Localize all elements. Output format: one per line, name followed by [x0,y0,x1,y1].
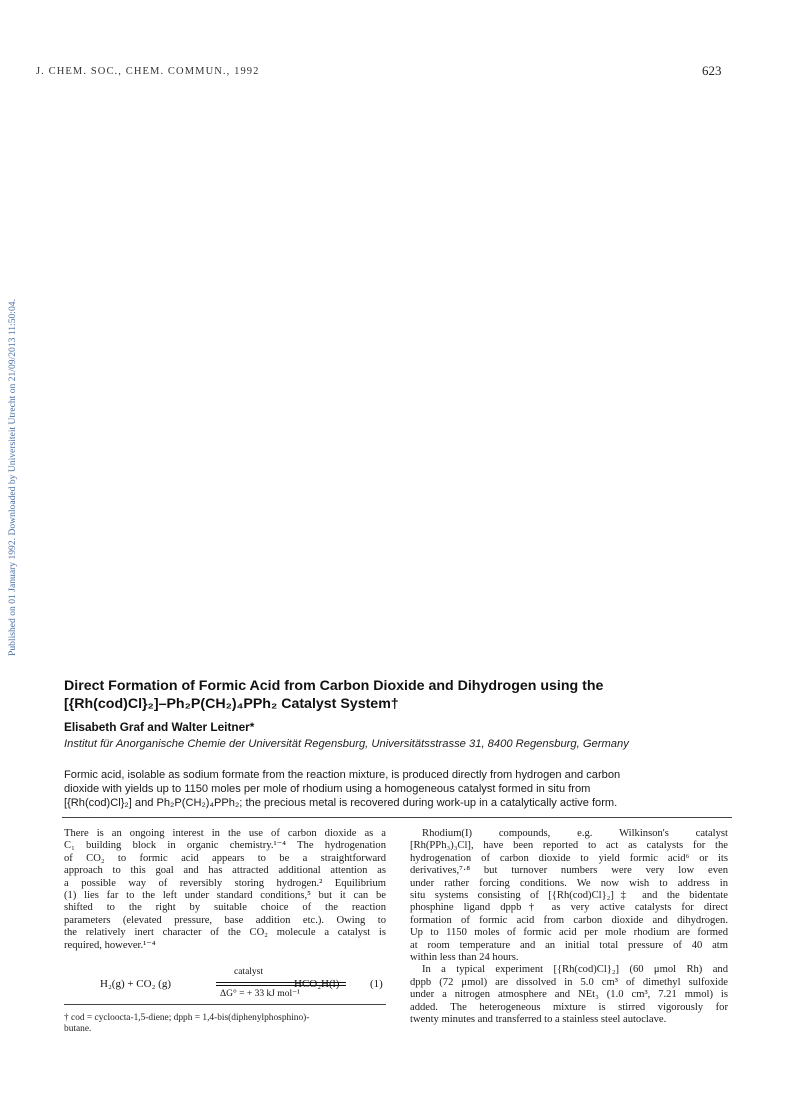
body-line: Rhodium(I) compounds, e.g. Wilkinson's catalyst [422,828,728,839]
equation-1 [64,966,386,1006]
equation-reactants: H₂(g) + CO₂ (g) [100,978,172,990]
body-line: a possible way of reversibly storing hydrogen.² Equilibrium [64,877,386,889]
body-line: twenty minutes and transferred to a stainless steel autoclave. [410,1014,667,1026]
body-line: added. The heterogeneous mixture is stirred vigorously for [410,1001,728,1013]
abstract [64,768,730,811]
title-line: Direct Formation of Formic Acid from Carbon Dioxide and Dihydrogen using the [64,678,604,694]
body-line: of CO₂ to formic acid appears to be a straightforward [64,852,386,864]
body-line: derivatives,⁷·⁸ but turnover numbers were very low even [410,865,728,877]
equation-product: HCO₂H(l) [294,978,340,990]
equation-free-energy: ΔG° = + 33 kJ mol⁻¹ [220,989,300,999]
abstract-line: Formic acid, isolable as sodium formate from the reaction mixture, is produced directly from hydrogen and carbon [64,769,621,781]
body-line: dppb (72 μmol) are dissolved in 5.0 cm³ of dimethyl sulfoxide [410,976,728,988]
body-line: phosphine ligand dppb† as very active catalysts for direct [410,902,728,914]
body-line: shifted to the right by suitable choice of the reaction [64,902,386,914]
download-watermark[interactable]: Published on 01 January 1992. Downloaded by Universiteit Utrecht on 21/09/2013 11:50:04. [7,299,18,656]
body-line: (1) lies far to the left under standard conditions,⁵ but it can be [64,890,386,902]
footnote-divider [64,1004,386,1005]
article-title [64,677,724,713]
body-line: Up to 1150 moles of formic acid per mole rhodium are formed [410,927,728,939]
body-line: In a typical experiment [{Rh(cod)Cl}₂] (60 μmol Rh) and [422,964,728,976]
body-line: approach to this goal and has attracted additional attention as [64,865,386,877]
body-line: under rather forcing conditions. We now wish to address in [410,877,728,889]
title-line: [{Rh(cod)Cl}₂]–Ph₂P(CH₂)₄PPh₂ Catalyst System† [64,696,399,712]
body-line: formation of formic acid from carbon dioxide and dihydrogen. [410,914,728,926]
abstract-line: [{Rh(cod)Cl}₂] and Ph₂P(CH₂)₄PPh₂; the precious metal is recovered during work-up in a catalytically active form. [64,797,618,810]
abstract-divider [62,817,732,818]
footnote [64,1013,386,1036]
page-number: 623 [702,63,722,78]
body-line: parameters (elevated pressure, base addition etc.). Owing to [64,914,386,926]
body-line: required, however.¹⁻⁴ [64,939,156,951]
body-line: [Rh(PPh₃)₃Cl], have been reported to act as catalysts for the [410,840,728,852]
footnote-line: butane. [64,1024,92,1035]
affiliation: Institut für Anorganische Chemie der Universität Regensburg, Universitätsstrasse 31, 8400 Regensburg, Germany [64,738,629,750]
body-line: C₁ building block in organic chemistry.¹⁻⁴ The hydrogenation [64,840,386,852]
body-line: There is an ongoing interest in the use of carbon dioxide as a [64,828,386,839]
body-line: the relatively inert character of the CO₂ molecule a catalyst is [64,927,386,939]
body-line: within less than 24 hours. [410,952,519,964]
body-line: at room temperature and an initial total pressure of 40 atm [410,939,728,951]
equation-number: (1) [370,978,383,990]
abstract-line: dioxide with yields up to 1150 moles per mole of rhodium using a homogeneous catalyst formed in situ from [64,783,591,796]
journal-header: J. CHEM. SOC., CHEM. COMMUN., 1992 [36,66,260,77]
equation-catalyst-label: catalyst [234,967,264,977]
body-line: hydrogenation of carbon dioxide to yield formic acid⁶ or its [410,852,728,864]
right-column [410,828,728,1027]
body-line: under a nitrogen atmosphere and NEt₃ (1.0 cm³, 7.21 mmol) is [410,989,728,1001]
left-column [64,828,386,952]
author-list: Elisabeth Graf and Walter Leitner* [64,720,255,734]
body-line: situ systems consisting of [{Rh(cod)Cl}₂]‡ and the bidentate [410,890,728,902]
footnote-line: † cod = cycloocta-1,5-diene; dpph = 1,4-bis(diphenylphosphino)- [64,1013,310,1023]
